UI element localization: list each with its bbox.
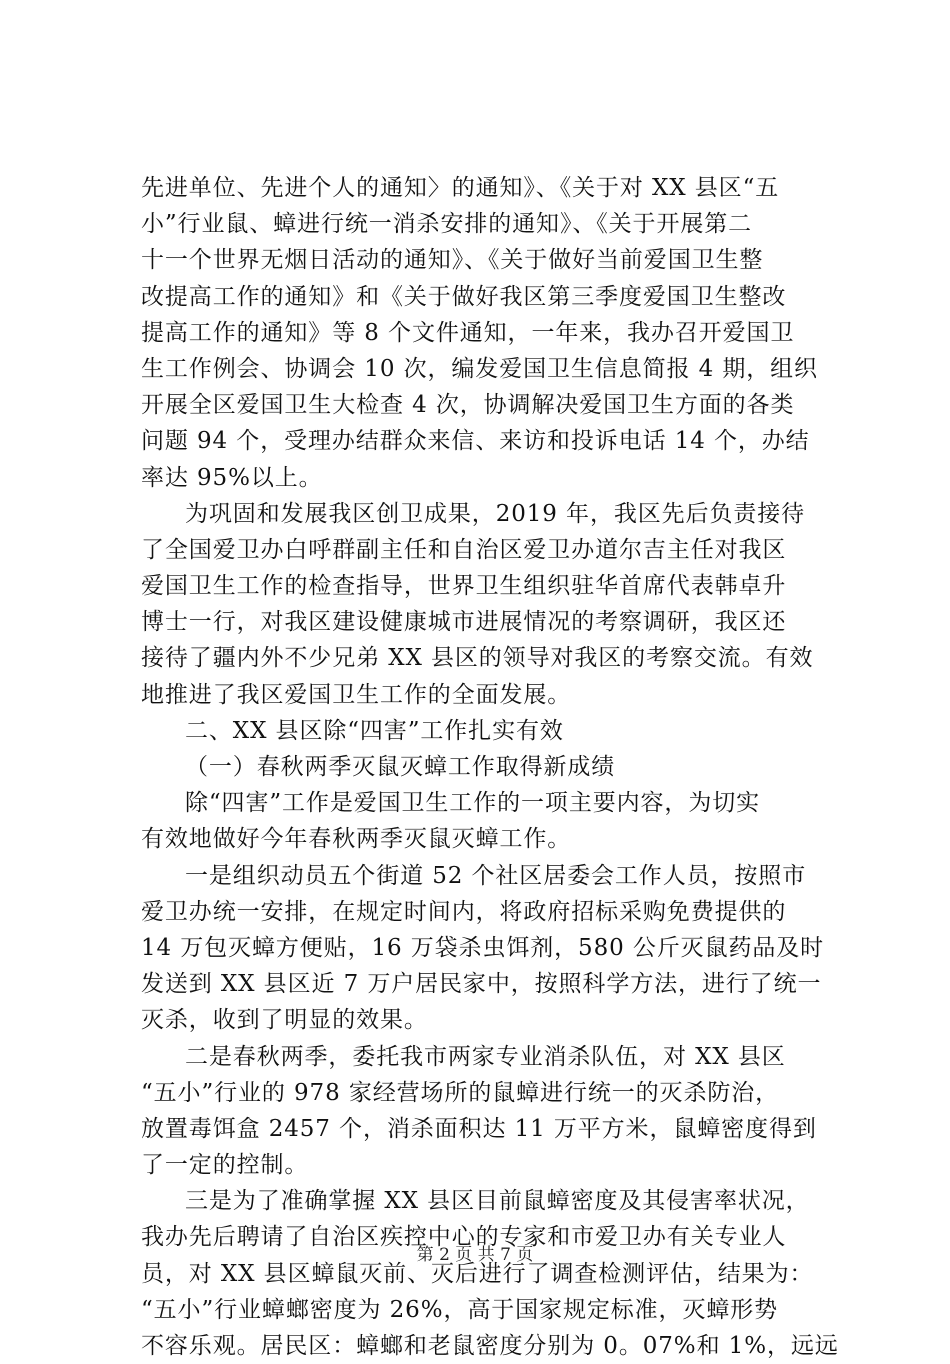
text-line: 为巩固和发展我区创卫成果，2019 年，我区先后负责接待 — [185, 500, 806, 527]
text-line: 发送到 XX 县区近 7 万户居民家中，按照科学方法，进行了统一 — [141, 971, 822, 998]
text-line: 问题 94 个，受理办结群众来信、来访和投诉电话 14 个，办结 — [141, 428, 810, 455]
text-line: 开展全区爱国卫生大检查 4 次，协调解决爱国卫生方面的各类 — [141, 392, 795, 419]
text-line: 爱卫办统一安排，在规定时间内，将政府招标采购免费提供的 — [141, 898, 787, 925]
text-line: （一）春秋两季灭鼠灭蟑工作取得新成绩 — [185, 754, 616, 780]
text-line: 生工作例会、协调会 10 次，编发爱国卫生信息简报 4 期，组织 — [141, 355, 818, 382]
text-line: 有效地做好今年春秋两季灭鼠灭蟑工作。 — [141, 826, 572, 853]
document-body — [141, 170, 839, 1364]
text-line: 二是春秋两季，委托我市两家专业消杀队伍，对 XX 县区 — [185, 1043, 786, 1070]
text-line: “五小”行业的 978 家经营场所的鼠蟑进行统一的灭杀防治， — [141, 1079, 780, 1106]
text-line: 改提高工作的通知》和《关于做好我区第三季度爱国卫生整改 — [141, 283, 787, 310]
page-footer: 第 2 页 共 7 页 — [416, 1245, 534, 1265]
text-line: 我办先后聘请了自治区疾控中心的专家和市爱卫办有关专业人 — [141, 1224, 787, 1251]
text-line: 小”行业鼠、蟑进行统一消杀安排的通知》、《关于开展第二 — [141, 211, 753, 238]
text-line: 灭杀，收到了明显的效果。 — [141, 1007, 428, 1034]
text-line: “五小”行业蟑螂密度为 26%，高于国家规定标准，灭蟑形势 — [141, 1296, 779, 1323]
text-line: 14 万包灭蟑方便贴，16 万袋杀虫饵剂，580 公斤灭鼠药品及时 — [141, 934, 825, 961]
text-line: 博士一行，对我区建设健康城市进展情况的考察调研，我区还 — [141, 609, 787, 636]
text-line: 员，对 XX 县区蟑鼠灭前、灭后进行了调查检测评估，结果为： — [141, 1260, 814, 1287]
text-line: 放置毒饵盒 2457 个，消杀面积达 11 万平方米，鼠蟑密度得到 — [141, 1115, 817, 1142]
text-line: 了一定的控制。 — [141, 1152, 309, 1179]
text-line: 先进单位、先进个人的通知〉的通知》、《关于对 XX 县区“五 — [141, 175, 780, 201]
text-line: 不容乐观。居民区：蟑螂和老鼠密度分别为 0。07%和 1%，远远 — [141, 1333, 839, 1359]
text-line: 除“四害”工作是爱国卫生工作的一项主要内容，为切实 — [185, 790, 761, 817]
text-line: 提高工作的通知》等 8 个文件通知，一年来，我办召开爱国卫 — [141, 319, 795, 346]
text-line: 一是组织动员五个街道 52 个社区居委会工作人员，按照市 — [185, 862, 807, 889]
text-line: 三是为了准确掌握 XX 县区目前鼠蟑密度及其侵害率状况， — [185, 1188, 810, 1215]
text-line: 爱国卫生工作的检查指导，世界卫生组织驻华首席代表韩卓升 — [141, 573, 787, 600]
text-line: 率达 95%以上。 — [141, 464, 323, 491]
text-line: 接待了疆内外不少兄弟 XX 县区的领导对我区的考察交流。有效 — [141, 645, 814, 672]
text-line: 了全国爱卫办白呼群副主任和自治区爱卫办道尔吉主任对我区 — [141, 536, 787, 563]
text-line: 地推进了我区爱国卫生工作的全面发展。 — [141, 681, 572, 708]
text-line: 十一个世界无烟日活动的通知》、《关于做好当前爱国卫生整 — [141, 247, 764, 274]
text-line: 二、XX 县区除“四害”工作扎实有效 — [185, 717, 564, 744]
